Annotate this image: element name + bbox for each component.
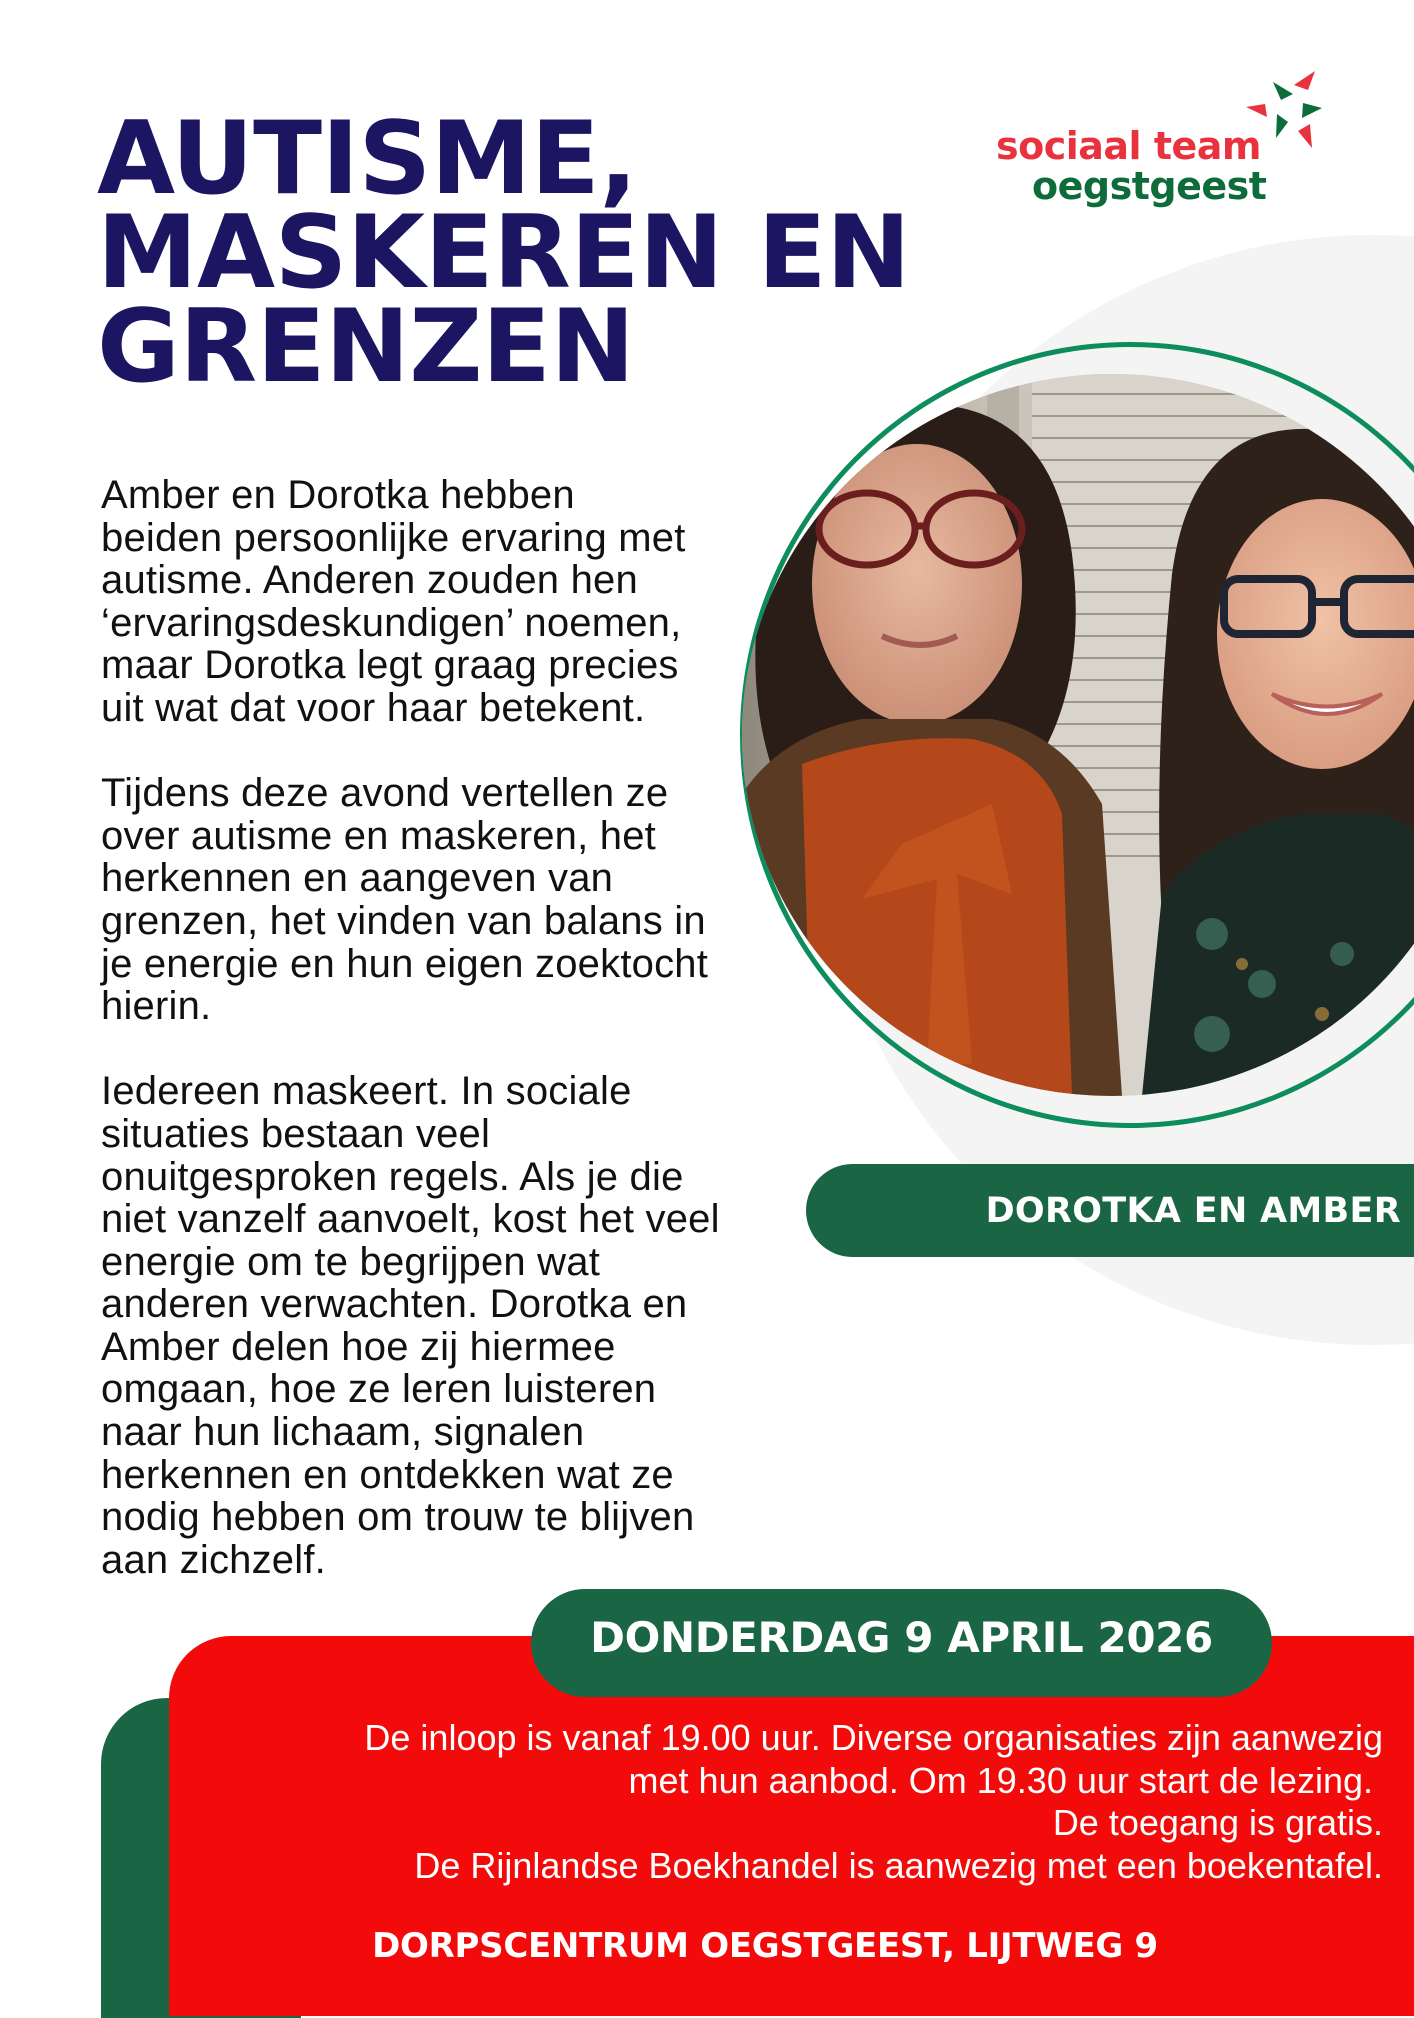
speakers-label bbox=[806, 1164, 1414, 1257]
logo-text-oegstgeest: oegstgeest bbox=[1032, 164, 1267, 208]
event-date: DONDERDAG 9 APRIL 2026 bbox=[590, 1612, 1213, 1662]
info-line: De inloop is vanaf 19.00 uur. Diverse organisaties zijn aanwezig bbox=[364, 1717, 1383, 1758]
logo-text-sociaal-team: sociaal team bbox=[996, 124, 1261, 168]
text-line: maar Dorotka legt graag precies bbox=[101, 643, 679, 688]
speakers-label-text: DOROTKA EN AMBER bbox=[985, 1190, 1401, 1231]
text-line: ‘ervaringsdeskundigen’ noemen, bbox=[101, 600, 682, 645]
text-line: omgaan, hoe ze leren luisteren bbox=[101, 1367, 657, 1412]
title-line: MASKEREN EN bbox=[97, 193, 911, 311]
text-line: herkennen en aangeven van bbox=[101, 856, 614, 901]
paragraph-spacer bbox=[101, 730, 781, 773]
text-line: nodig hebben om trouw te blijven bbox=[101, 1495, 695, 1540]
text-line: beiden persoonlijke ervaring met bbox=[101, 515, 686, 560]
text-line: naar hun lichaam, signalen bbox=[101, 1410, 585, 1455]
event-date-badge bbox=[531, 1589, 1272, 1697]
text-line: niet vanzelf aanvoelt, kost het veel bbox=[101, 1197, 720, 1242]
text-line: grenzen, het vinden van balans in bbox=[101, 898, 706, 943]
text-line: aan zichzelf. bbox=[101, 1537, 326, 1582]
event-info-text bbox=[180, 1717, 1383, 1888]
event-location: DORPSCENTRUM OEGSTGEEST, LIJTWEG 9 bbox=[372, 1926, 1158, 1966]
text-line: Amber en Dorotka hebben bbox=[101, 473, 575, 517]
text-line: autisme. Anderen zouden hen bbox=[101, 558, 638, 603]
text-line: anderen verwachten. Dorotka en bbox=[101, 1282, 688, 1327]
text-line: je energie en hun eigen zoektocht bbox=[101, 941, 709, 986]
info-line: met hun aanbod. Om 19.30 uur start de lezing. bbox=[628, 1759, 1383, 1801]
info-line: De Rijnlandse Boekhandel is aanwezig met een boekentafel. bbox=[414, 1845, 1383, 1887]
text-line: energie om te begrijpen wat bbox=[101, 1239, 601, 1284]
text-line: situaties bestaan veel bbox=[101, 1111, 491, 1156]
page-title bbox=[97, 99, 911, 405]
text-line: onuitgesproken regels. Als je die bbox=[101, 1154, 684, 1199]
intro-text bbox=[101, 474, 781, 1581]
text-line: Tijdens deze avond vertellen ze bbox=[101, 771, 669, 816]
info-line: De toegang is gratis. bbox=[1052, 1802, 1383, 1844]
title-line: AUTISME, bbox=[97, 99, 638, 217]
paragraph bbox=[101, 474, 781, 730]
paragraph bbox=[101, 1070, 781, 1581]
text-line: herkennen en ontdekken wat ze bbox=[101, 1452, 674, 1497]
paragraph bbox=[101, 772, 781, 1028]
paragraph-spacer bbox=[101, 1028, 781, 1071]
text-line: Amber delen hoe zij hiermee bbox=[101, 1324, 616, 1369]
text-line: over autisme en maskeren, het bbox=[101, 813, 656, 858]
text-line: uit wat dat voor haar betekent. bbox=[101, 685, 646, 730]
title-line: GRENZEN bbox=[97, 287, 635, 405]
text-line: Iedereen maskeert. In sociale bbox=[101, 1069, 632, 1114]
text-line: hierin. bbox=[101, 984, 212, 1029]
